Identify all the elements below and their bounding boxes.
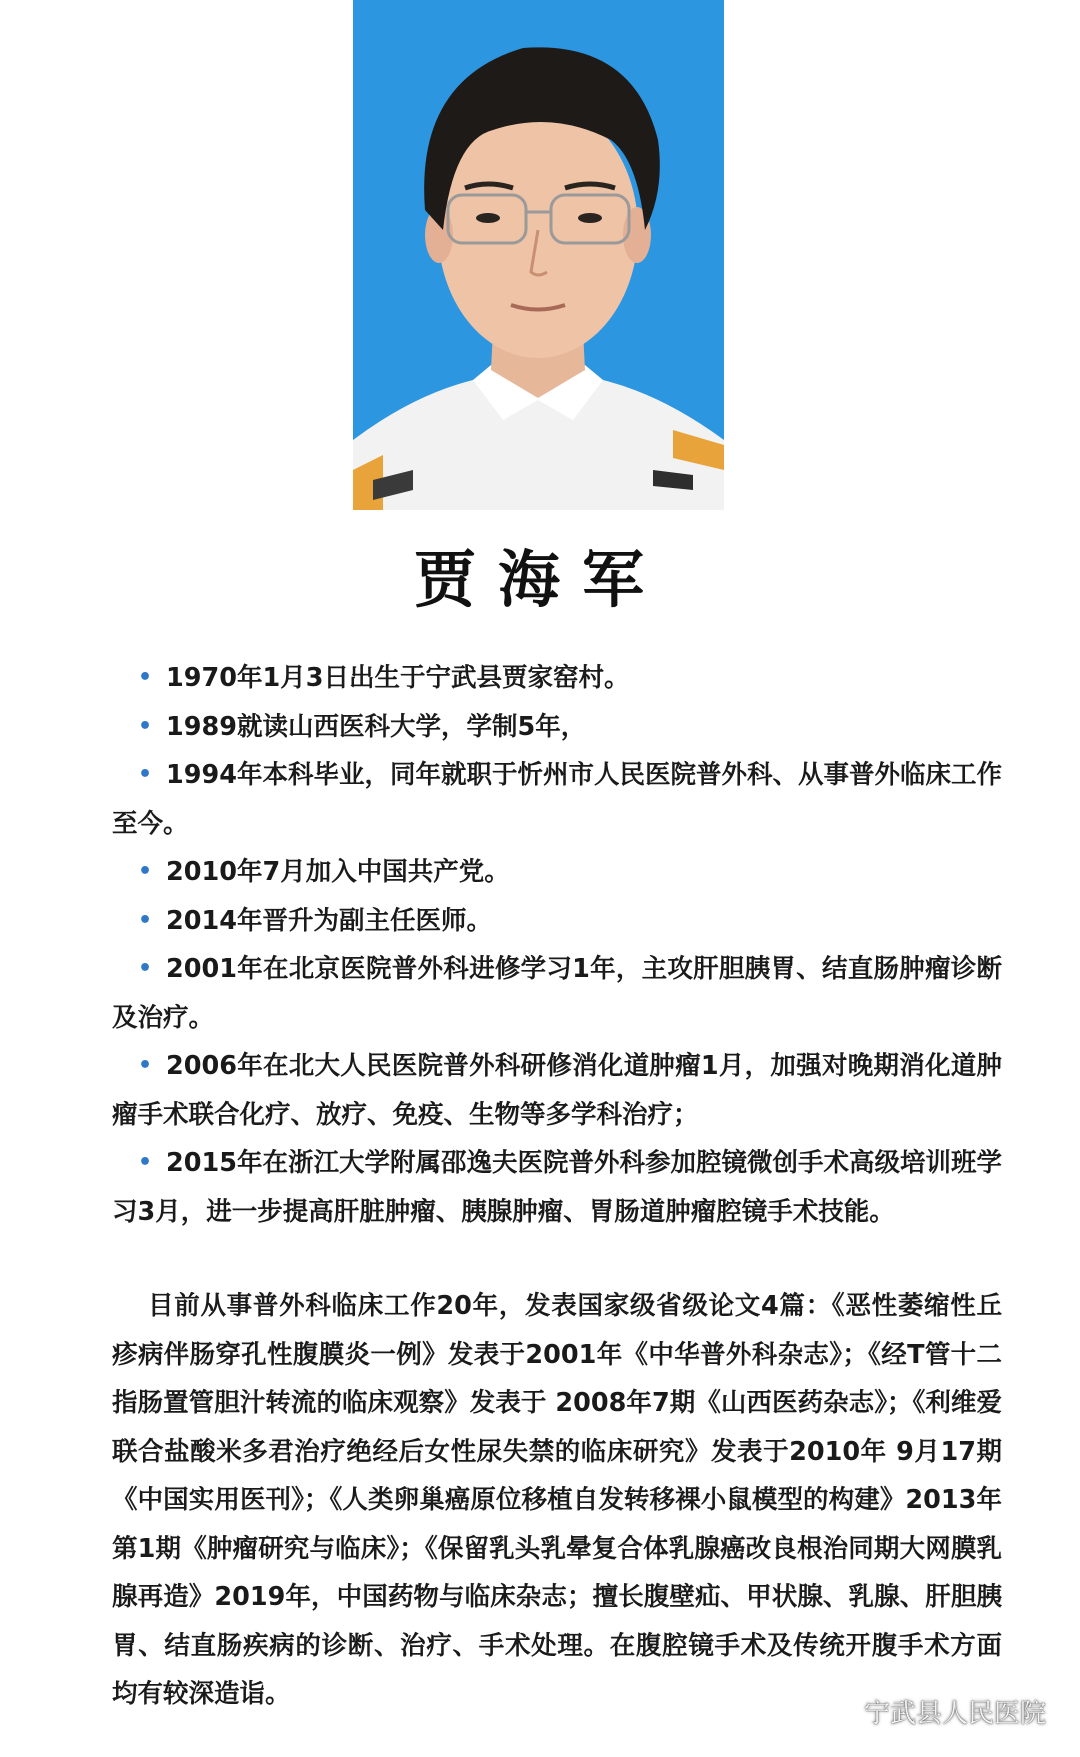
bullet-icon: • — [138, 907, 153, 933]
bio-item — [112, 897, 1002, 946]
portrait-photo — [353, 0, 724, 510]
bio-item — [112, 654, 1002, 703]
bio-item — [112, 751, 1002, 848]
bullet-icon: • — [138, 1053, 153, 1078]
bio-item — [112, 1042, 1002, 1139]
bio-list — [112, 654, 1002, 1236]
watermark-text: 宁武县人民医院 — [863, 1699, 1046, 1729]
bio-item-text: 1989就读山西医科大学，学制5年， — [166, 711, 587, 742]
bio-item — [112, 1139, 1002, 1236]
bullet-icon: • — [138, 1150, 153, 1175]
bio-item-text: 1994年本科毕业，同年就职于忻州市人民医院普外科、从事普外临床工作至今。 — [112, 760, 1002, 839]
bullet-icon: • — [138, 665, 153, 690]
bio-item-text: 2014年晋升为副主任医师。 — [166, 905, 492, 936]
wechat-icon — [822, 1697, 856, 1727]
bio-item-text: 2010年7月加入中国共产党。 — [166, 857, 510, 887]
bio-item-text: 1970年1月3日出生于宁武县贾家窑村。 — [166, 663, 630, 693]
bio-item-text: 2015年在浙江大学附属邵逸夫医院普外科参加腔镜微创手术高级培训班学习3月，进一步提高肝脏肿瘤、胰腺肿瘤、胃肠道肿瘤腔镜手术技能。 — [112, 1148, 1002, 1227]
bio-item — [112, 703, 1002, 752]
bullet-icon: • — [138, 713, 153, 739]
bullet-icon: • — [138, 762, 153, 787]
portrait-illustration — [353, 0, 724, 510]
bio-item — [112, 945, 1002, 1042]
watermark — [822, 1693, 1046, 1730]
summary-paragraph: 目前从事普外科临床工作20年，发表国家级省级论文4篇：《恶性萎缩性丘疹病伴肠穿孔性腹膜炎一例》发表于2001年《中华普外科杂志》；《经T管十二指肠置管胆汁转流的临床观察》发表于 2008年7期《山西医药杂志》；《利维爱联合盐酸米多君治疗绝经后女性尿失禁的临床研究》发表于2010年 9月17期《中国实用医刊》；《人类卵巢癌原位移植自发转移裸小鼠模型的构建》2013年 第1期《肿瘤研究与临床》；《保留乳头乳晕复合体乳腺癌改良根治同期大网膜乳腺再造》2019年，中国药物与临床杂志；擅长腹壁疝、甲状腺、乳腺、肝胆胰胃、结直肠疾病的诊断、治疗、手术处理。在腹腔镜手术及传统开腹手术方面均有较深造诣。 — [112, 1291, 1002, 1709]
bio-item-text: 2006年在北大人民医院普外科研修消化道肿瘤1月，加强对晚期消化道肿瘤手术联合化疗、放疗、免疫、生物等多学科治疗； — [112, 1051, 1002, 1130]
doctor-name: 贾海军 — [413, 543, 666, 616]
bio-item — [112, 848, 1002, 897]
bio-item-text: 2001年在北京医院普外科进修学习1年，主攻肝胆胰胃、结直肠肿瘤诊断及治疗。 — [112, 954, 1002, 1033]
bullet-icon: • — [138, 956, 153, 981]
bullet-icon: • — [138, 859, 153, 884]
